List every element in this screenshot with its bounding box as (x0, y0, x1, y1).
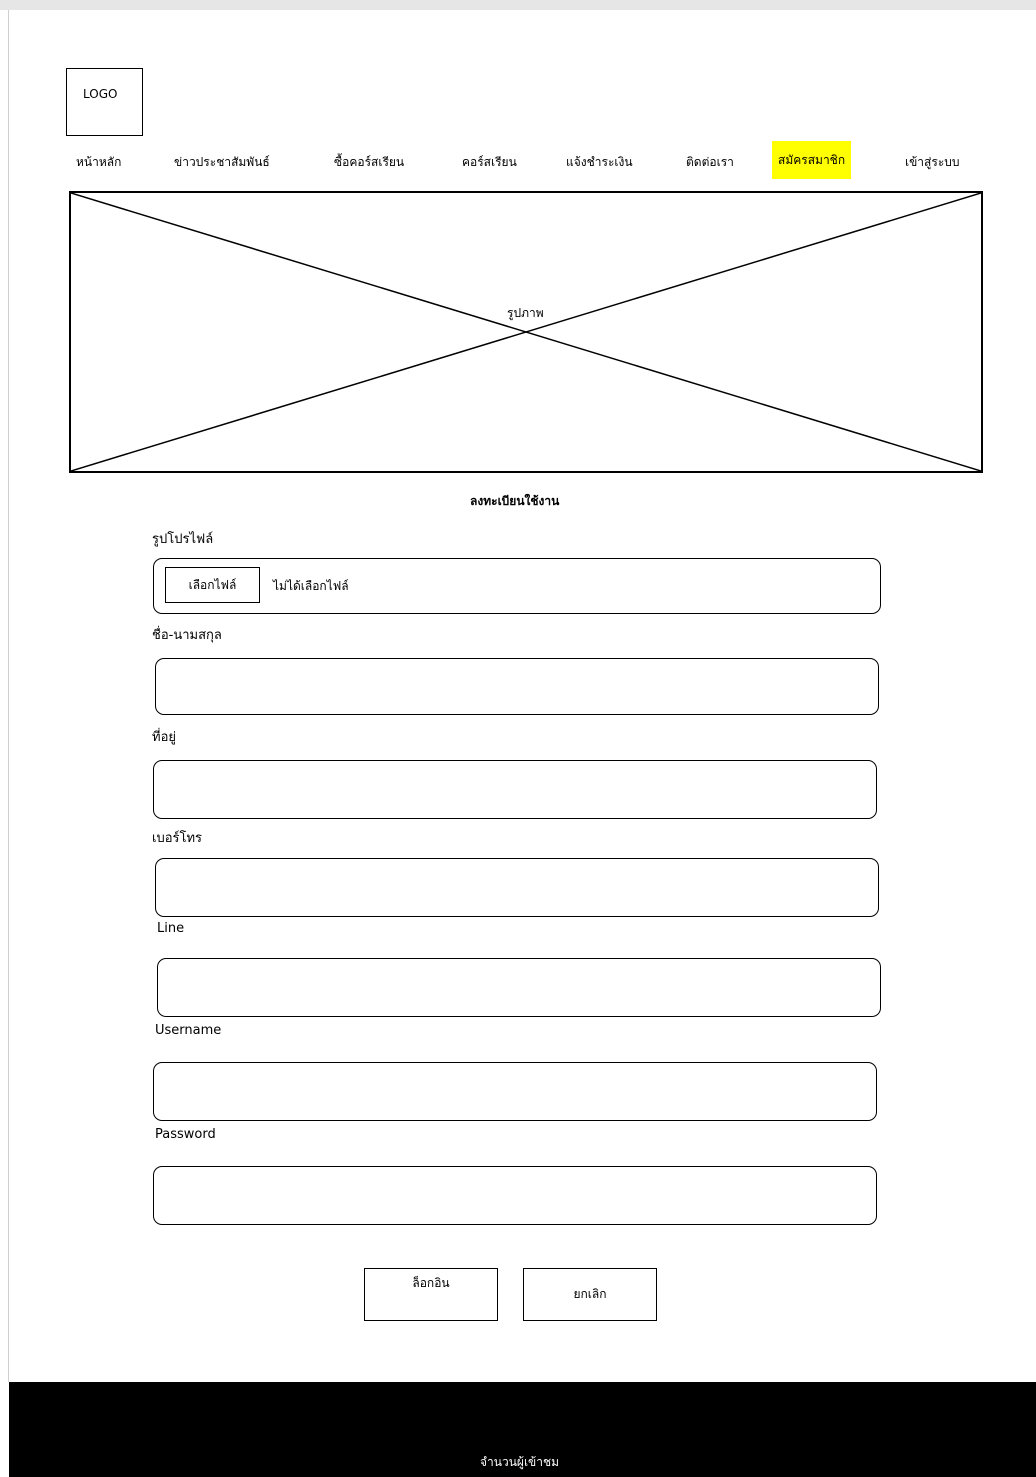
login-button[interactable]: ล็อกอิน (364, 1268, 498, 1321)
page-title: ลงทะเบียนใช้งาน (470, 494, 560, 508)
nav-item-register[interactable]: สมัครสมาชิก (772, 141, 851, 179)
logo-text: LOGO (83, 87, 118, 101)
nav-item-payment[interactable]: แจ้งชำระเงิน (566, 155, 633, 169)
file-status-text: ไม่ได้เลือกไฟล์ (273, 579, 349, 593)
image-placeholder-icon (71, 193, 981, 471)
nav-item-news[interactable]: ข่าวประชาสัมพันธ์ (174, 155, 270, 169)
password-label: Password (155, 1127, 216, 1142)
nav-item-buy-course[interactable]: ซื้อคอร์สเรียน (334, 155, 405, 169)
banner-label: รูปภาพ (506, 304, 545, 323)
line-input[interactable] (157, 958, 881, 1017)
phone-label: เบอร์โทร (152, 831, 203, 846)
nav-item-courses[interactable]: คอร์สเรียน (462, 155, 517, 169)
nav-item-login[interactable]: เข้าสู่ระบบ (905, 155, 960, 169)
phone-input[interactable] (155, 858, 879, 917)
cancel-button[interactable]: ยกเลิก (523, 1268, 657, 1321)
nav-item-home[interactable]: หน้าหลัก (76, 155, 122, 169)
address-label: ที่อยู่ (152, 730, 176, 745)
logo[interactable] (66, 68, 143, 136)
username-label: Username (155, 1023, 222, 1038)
fullname-input[interactable] (155, 658, 879, 715)
window-top-bar (0, 0, 1036, 10)
fullname-label: ชื่อ-นามสกุล (152, 628, 222, 643)
line-label: Line (157, 921, 185, 936)
choose-file-button[interactable]: เลือกไฟล์ (165, 567, 260, 603)
page-left-border (8, 10, 9, 1382)
password-input[interactable] (153, 1166, 877, 1225)
address-input[interactable] (153, 760, 877, 819)
username-input[interactable] (153, 1062, 877, 1121)
profile-picture-field (153, 558, 881, 614)
footer (9, 1382, 1036, 1477)
visitor-count-label: จำนวนผู้เข้าชม (480, 1455, 560, 1469)
profile-picture-label: รูปโปรไฟล์ (152, 532, 214, 547)
banner-image-placeholder (69, 191, 983, 473)
nav-item-contact[interactable]: ติดต่อเรา (686, 155, 734, 169)
